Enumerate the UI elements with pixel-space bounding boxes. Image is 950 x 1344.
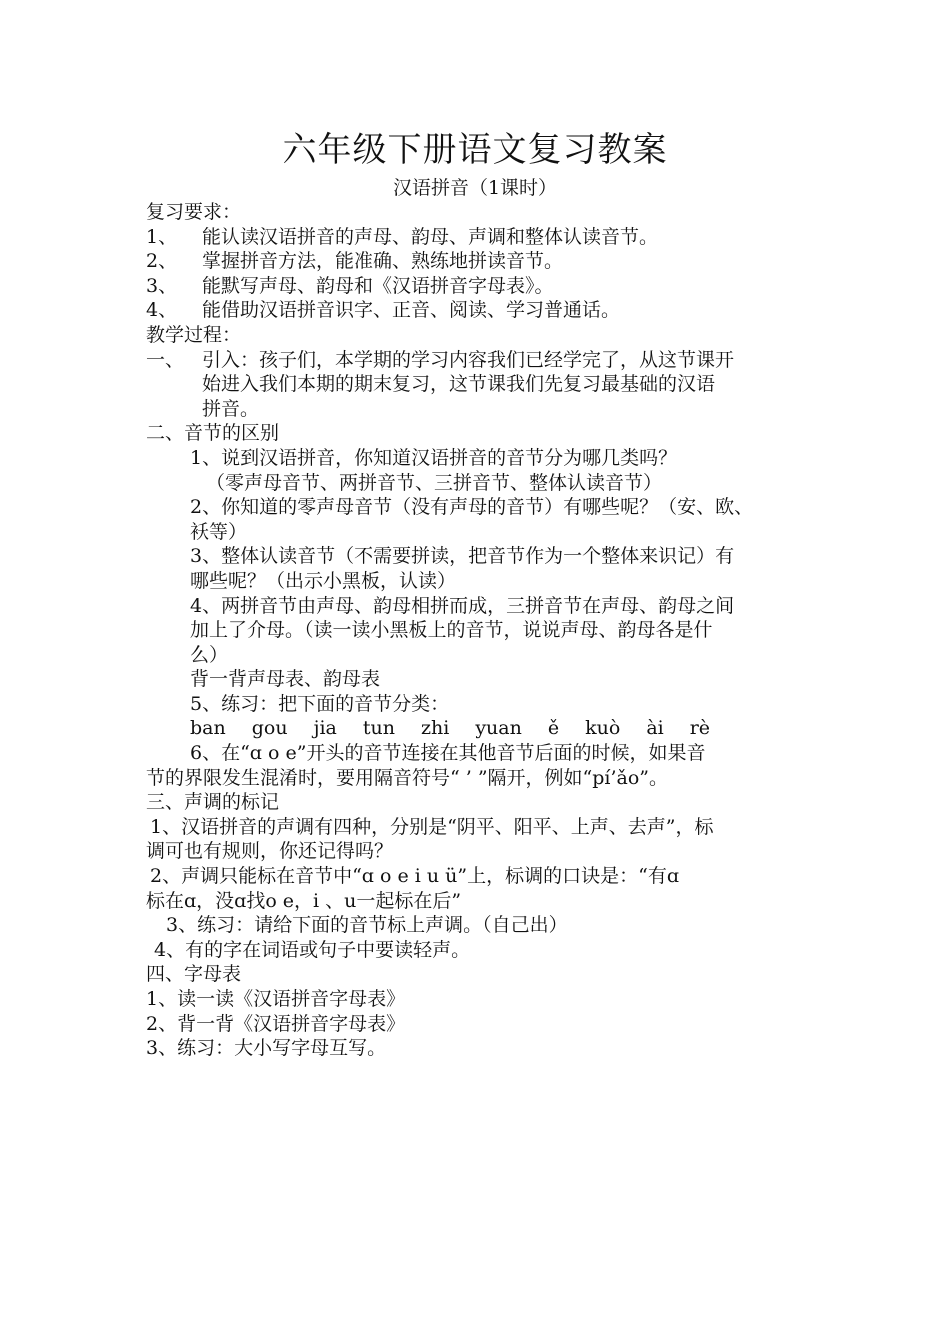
section-heading: 三、声调的标记 [146, 791, 280, 814]
intro-line: 拼音。 [202, 397, 260, 420]
tone-line: 3、练习：请给下面的音节标上声调。（自己出） [166, 914, 568, 937]
rule-line: 6、在“ɑ o e”开头的音节连接在其他音节后面的时候，如果音 [190, 742, 706, 765]
tone-line: 标在ɑ，没ɑ找o e，i 、u一起标在后” [146, 889, 462, 912]
question-line: 4、两拼音节由声母、韵母相拼而成，三拼音节在声母、韵母之间 [190, 594, 735, 617]
tone-line: 1、汉语拼音的声调有四种，分别是“阴平、阳平、上声、去声”，标 [150, 815, 714, 838]
question-line: 3、整体认读音节（不需要拼读，把音节作为一个整体来识记）有 [190, 545, 735, 568]
requirements-heading: 复习要求： [146, 201, 242, 223]
pinyin-syllable: ě [547, 717, 560, 740]
alphabet-item: 3、练习：大小写字母互写。 [146, 1037, 387, 1060]
pinyin-syllable: rè [689, 717, 711, 740]
answer-line: （零声母音节、两拼音节、三拼音节、整体认读音节） [206, 471, 663, 494]
section-heading: 二、音节的区别 [146, 422, 280, 445]
requirement-item: 1、 能认读汉语拼音的声母、韵母、声调和整体认读音节。 [146, 225, 659, 248]
requirement-item: 2、 掌握拼音方法，能准确、熟练地拼读音节。 [146, 250, 564, 273]
tone-line: 4、有的字在词语或句子中要读轻声。 [154, 938, 471, 961]
exercise-line: 5、练习：把下面的音节分类： [190, 692, 450, 715]
pinyin-syllable: gou [251, 717, 288, 740]
alphabet-item: 1、读一读《汉语拼音字母表》 [146, 988, 406, 1010]
requirement-item: 4、 能借助汉语拼音识字、正音、阅读、学习普通话。 [146, 299, 621, 322]
alphabet-item: 2、背一背《汉语拼音字母表》 [146, 1012, 406, 1035]
question-line: 1、说到汉语拼音，你知道汉语拼音的音节分为哪几类吗？ [190, 446, 678, 469]
pinyin-syllable: tun [362, 717, 395, 740]
requirement-item: 3、 能默写声母、韵母和《汉语拼音字母表》。 [146, 274, 554, 297]
pinyin-syllable: ban [190, 717, 226, 740]
recite-line: 背一背声母表、韵母表 [190, 668, 381, 691]
pinyin-syllable: ài [646, 717, 664, 740]
question-line: 加上了介母。（读一读小黑板上的音节，说说声母、韵母各是什 [190, 619, 713, 642]
pinyin-syllable: yuan [475, 717, 522, 740]
question-line: 哪些呢？（出示小黑板，认读） [190, 569, 457, 592]
pinyin-syllable: jia [313, 717, 337, 740]
rule-line: 节的界限发生混淆时，要用隔音符号“ ’ ”隔开，例如“pí’ǎo”。 [146, 766, 669, 789]
question-line: 2、你知道的零声母音节（没有声母的音节）有哪些呢？（安、欧、 [190, 496, 754, 519]
process-heading: 教学过程： [146, 323, 242, 346]
document-title: 六年级下册语文复习教案 [282, 130, 668, 170]
question-line: 袄等） [190, 520, 248, 543]
question-line: 么） [190, 643, 229, 666]
pinyin-syllable: zhi [420, 717, 450, 740]
pinyin-list [146, 716, 808, 741]
document-body [146, 200, 808, 1061]
tone-line: 2、声调只能标在音节中“ɑ o e i u ü”上，标调的口诀是：“有ɑ [150, 865, 679, 888]
pinyin-syllable: kuò [585, 717, 621, 740]
tone-line: 调可也有规则，你还记得吗？ [146, 840, 394, 863]
document-subtitle: 汉语拼音（1课时） [392, 177, 558, 199]
intro-line: 始进入我们本期的期末复习，这节课我们先复习最基础的汉语 [202, 373, 716, 396]
section-heading: 四、字母表 [146, 963, 242, 986]
intro-line: 一、 引入：孩子们，本学期的学习内容我们已经学完了，从这节课开 [146, 348, 735, 371]
